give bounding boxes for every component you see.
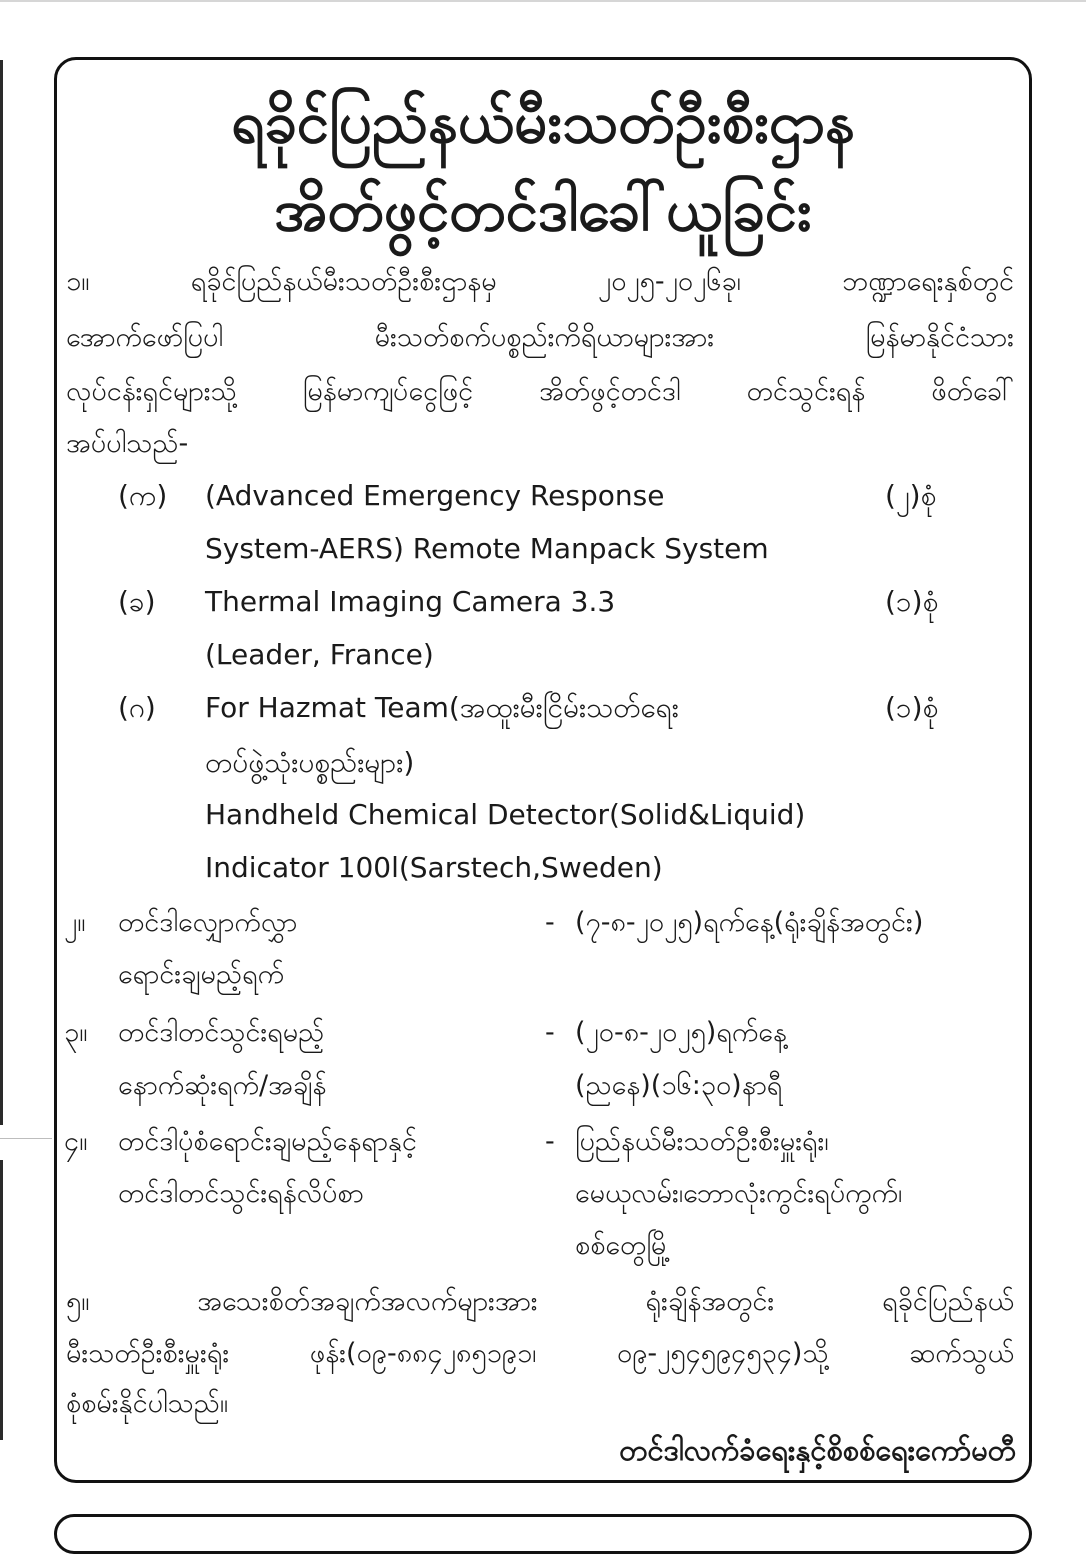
- schedule-4-value-line1: ပြည်နယ်မီးသတ်ဦးစီးမှူးရုံး၊: [575, 1126, 829, 1157]
- notice-title-line1: ရခိုင်ပြည်နယ်မီးသတ်ဦးစီးဌာန: [230, 88, 855, 156]
- section5-line1: [66, 1282, 1014, 1322]
- section1-line2: အောက်ဖော်ပြပါ မီးသတ်စက်ပစ္စည်းကိရိယာများအား မြန်မာနိုင်ငံသား: [66, 322, 1014, 353]
- item-b-line1: Thermal Imaging Camera 3.3: [205, 585, 616, 618]
- schedule-3-dash: -: [545, 1017, 555, 1048]
- item-c-line1: For Hazmat Team(အထူးမီးငြိမ်းသတ်ရေး: [205, 691, 679, 724]
- section1-line4: အပ်ပါသည်-: [66, 428, 189, 459]
- schedule-4-dash: -: [545, 1126, 555, 1157]
- schedule-4-label-line2: တင်ဒါတင်သွင်းရန်လိပ်စာ: [118, 1178, 364, 1209]
- schedule-2-number: ၂။: [64, 907, 86, 938]
- item-a-label: (က): [118, 479, 168, 512]
- top-page-rule: [0, 0, 1086, 2]
- left-column-rule: [0, 60, 3, 1125]
- schedule-4-value-line2: မေယုလမ်း၊ဘောလုံးကွင်းရပ်ကွက်၊: [575, 1178, 903, 1209]
- section1-line3: လုပ်ငန်းရှင်များသို့ မြန်မာကျပ်ငွေဖြင့် အိတ်ဖွင့်တင်ဒါ တင်သွင်းရန် ဖိတ်ခေါ်: [66, 376, 1014, 407]
- item-c-line2: တပ်ဖွဲ့သုံးပစ္စည်းများ): [205, 746, 415, 779]
- schedule-4-number: ၄။: [64, 1126, 88, 1157]
- item-a-quantity: (၂)စုံ: [885, 479, 937, 512]
- section5-line3: စုံစမ်းနိုင်ပါသည်။: [66, 1388, 229, 1419]
- item-b-line2: (Leader, France): [205, 638, 434, 671]
- schedule-2-dash: -: [545, 907, 555, 938]
- section1-number: ၁။: [66, 266, 90, 297]
- item-c-line4: Indicator 100l(Sarstech,Sweden): [205, 851, 663, 884]
- item-c-label: (ဂ): [118, 691, 156, 724]
- committee-signature: တင်ဒါလက်ခံရေးနှင့်စိစစ်ရေးကော်မတီ: [619, 1433, 1016, 1467]
- item-a-line2: System-AERS) Remote Manpack System: [205, 532, 769, 565]
- schedule-3-label-line2: နောက်ဆုံးရက်/အချိန်: [118, 1070, 327, 1101]
- schedule-4-value-line3: စစ်တွေမြို့: [575, 1230, 671, 1261]
- notice-title-line2: အိတ်ဖွင့်တင်ဒါခေါ်ယူခြင်း: [274, 176, 812, 244]
- left-column-divider: [0, 1138, 52, 1139]
- left-column-rule-lower: [0, 1160, 3, 1440]
- section1-line1: [66, 262, 1014, 302]
- schedule-2-value-line1: (၇-၈-၂၀၂၅)ရက်နေ့(ရုံးချိန်အတွင်း): [575, 907, 924, 938]
- schedule-3-value-line2: (ညနေ)(၁၆:၃၀)နာရီ: [575, 1070, 783, 1101]
- schedule-3-number: ၃။: [64, 1017, 88, 1048]
- item-b-quantity: (၁)စုံ: [885, 585, 939, 618]
- schedule-4-label-line1: တင်ဒါပုံစံရောင်းချမည့်နေရာနှင့်: [118, 1126, 417, 1157]
- item-b-label: (ခ): [118, 585, 156, 618]
- section5-number: ၅။: [66, 1286, 90, 1317]
- schedule-3-value-line1: (၂၀-၈-၂၀၂၅)ရက်နေ့: [575, 1017, 787, 1048]
- item-c-quantity: (၁)စုံ: [885, 691, 939, 724]
- item-a-line1: (Advanced Emergency Response: [205, 479, 665, 512]
- section1-text-1: ရခိုင်ပြည်နယ်မီးသတ်ဦးစီးဌာနမှ ၂၀၂၅-၂၀၂၆ခု၊ ဘဏ္ဍာရေးနှစ်တွင်: [190, 266, 1014, 297]
- schedule-2-label-line2: ရောင်းချမည့်ရက်: [118, 959, 285, 990]
- item-c-line3: Handheld Chemical Detector(Solid&Liquid): [205, 798, 806, 831]
- section5-line2: မီးသတ်ဦးစီးမှူးရုံး ဖုန်း(၀၉-၈၈၄၂၈၅၁၉၁၊ ၀၉-၂၅၄၅၉၄၅၃၄)သို့ ဆက်သွယ်: [66, 1338, 1014, 1369]
- section5-text-1: အသေးစိတ်အချက်အလက်များအား ရုံးချိန်အတွင်း ရခိုင်ပြည်နယ်: [197, 1286, 1014, 1317]
- next-notice-frame: [54, 1514, 1032, 1554]
- schedule-3-label-line1: တင်ဒါတင်သွင်းရမည့်: [118, 1017, 325, 1048]
- schedule-2-label-line1: တင်ဒါလျှောက်လွှာ: [118, 907, 298, 938]
